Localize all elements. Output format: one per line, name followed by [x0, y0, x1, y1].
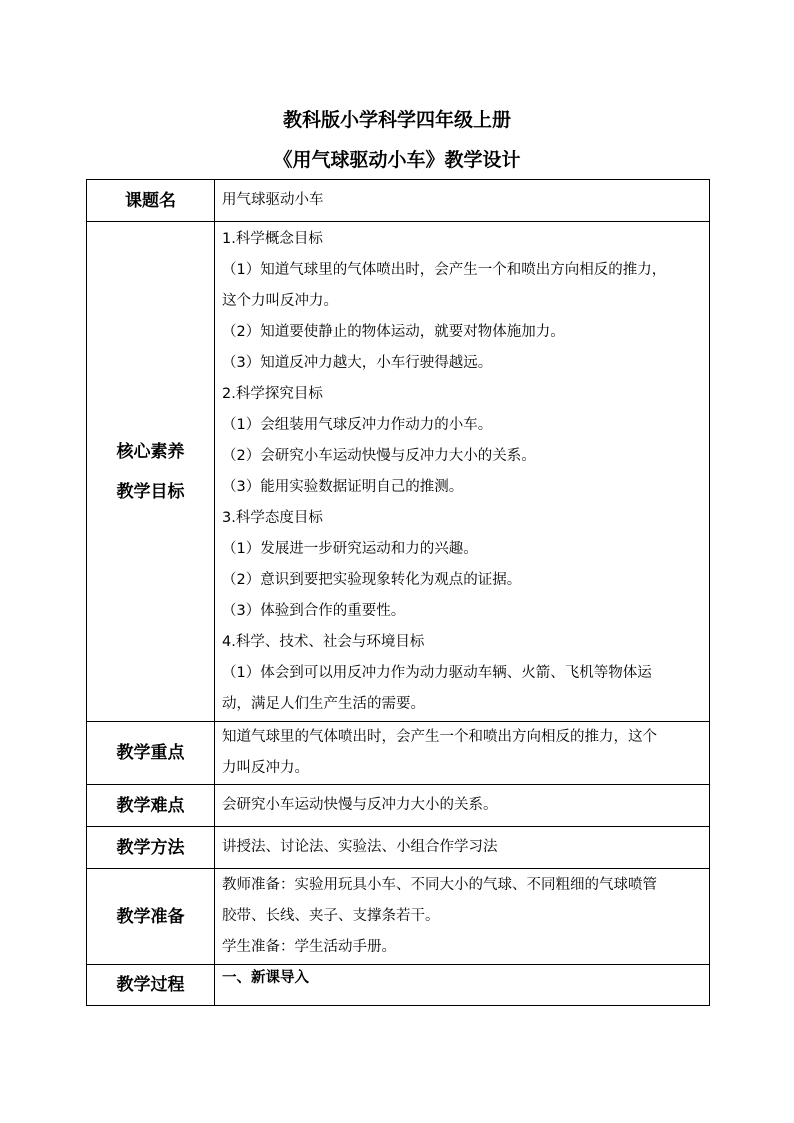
preparation-line: 学生准备：学生活动手册。: [222, 939, 396, 955]
objective-line: 2.科学探究目标: [222, 385, 323, 402]
document-subtitle: 《用气球驱动小车》教学设计: [273, 149, 521, 171]
objective-line: 1.科学概念目标: [222, 230, 323, 247]
topic-label: 课题名: [87, 180, 215, 222]
topic-value: 用气球驱动小车: [215, 180, 710, 222]
objective-line: （2）意识到要把实验现象转化为观点的证据。: [222, 571, 522, 588]
preparation-label: 教学准备: [87, 869, 215, 965]
key-points-line: 力叫反冲力。: [222, 760, 309, 776]
table-row-difficulties: [87, 785, 710, 827]
key-points-label: 教学重点: [87, 722, 215, 785]
objective-line: （1）发展进一步研究运动和力的兴趣。: [222, 540, 478, 557]
objectives-content: [215, 222, 710, 722]
methods-label: 教学方法: [87, 827, 215, 869]
table-row-topic: [87, 180, 710, 222]
methods-value: 讲授法、讨论法、实验法、小组合作学习法: [215, 827, 710, 869]
objective-line: （1）体会到可以用反冲力作为动力驱动车辆、火箭、飞机等物体运: [222, 664, 652, 681]
preparation-line: 胶带、长线、夹子、支撑条若干。: [222, 908, 440, 924]
table-row-key-points: [87, 722, 710, 785]
objective-line: （1）知道气球里的气体喷出时，会产生一个和喷出方向相反的推力，: [222, 261, 667, 278]
process-value: 一、新课导入: [215, 965, 710, 1006]
difficulties-value: 会研究小车运动快慢与反冲力大小的关系。: [215, 785, 710, 827]
objective-line: （3）知道反冲力越大，小车行驶得越远。: [222, 354, 493, 371]
objective-line: 3.科学态度目标: [222, 509, 323, 526]
objective-line: （3）体验到合作的重要性。: [222, 602, 406, 619]
objective-line: 这个力叫反冲力。: [222, 292, 338, 309]
objectives-label-line2: 教学目标: [116, 481, 185, 502]
preparation-line: 教师准备：实验用玩具小车、不同大小的气球、不同粗细的气球喷管: [222, 877, 657, 893]
objective-line: （2）知道要使静止的物体运动，就要对物体施加力。: [222, 323, 565, 340]
lesson-plan-table: [86, 179, 710, 1006]
difficulties-label: 教学难点: [87, 785, 215, 827]
objectives-label: [87, 222, 215, 722]
objective-line: 动，满足人们生产生活的需要。: [222, 695, 425, 712]
key-points-content: [215, 722, 710, 785]
table-row-process: [87, 965, 710, 1006]
objective-line: （3）能用实验数据证明自己的推测。: [222, 478, 464, 495]
preparation-content: [215, 869, 710, 965]
key-points-line: 知道气球里的气体喷出时，会产生一个和喷出方向相反的推力，这个: [222, 729, 657, 745]
table-row-objectives: [87, 222, 710, 722]
table-row-methods: [87, 827, 710, 869]
process-label: 教学过程: [87, 965, 215, 1006]
table-row-preparation: [87, 869, 710, 965]
objective-line: 4.科学、技术、社会与环境目标: [222, 633, 425, 650]
objectives-label-line1: 核心素养: [116, 441, 185, 462]
document-title: 教科版小学科学四年级上册: [282, 109, 511, 131]
objective-line: （1）会组装用气球反冲力作动力的小车。: [222, 416, 493, 433]
objective-line: （2）会研究小车运动快慢与反冲力大小的关系。: [222, 447, 536, 464]
